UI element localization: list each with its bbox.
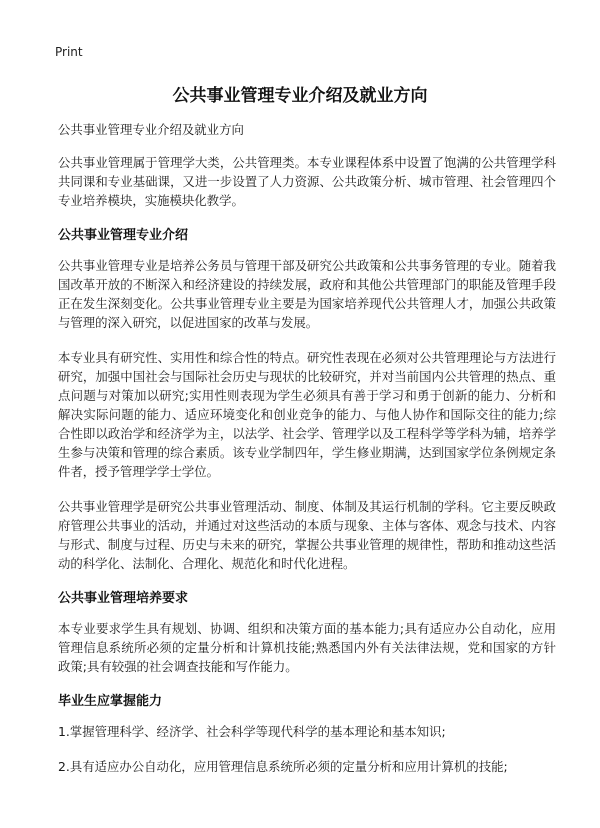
paragraph: 本专业具有研究性、实用性和综合性的特点。研究性表现在必须对公共管理理论与方法进行研究，加强中国社会与国际社会历史与现状的比较研究，并对当前国内公共管理的热点、重点问题与对策加以研究;实用性则表现为学生必须具有善于学习和勇于创新的能力、分析和解决实际问题的能力、适应环境变化和创业竞争的能力、与他人协作和国际交往的能力;综合性即以政治学和经济学为主，以法学、社会学、管理学以及工程科学等学科为辅，培养学生参与决策和管理的综合素质。该专业学制四年，学生修业期满，达到国家学位条例规定条件者，授予管理学学士学位。 xyxy=(58,350,556,479)
section-heading-introduction: 公共事业管理专业介绍 xyxy=(58,228,189,243)
print-link[interactable]: Print xyxy=(55,45,83,59)
paragraph: 本专业要求学生具有规划、协调、组织和决策方面的基本能力;具有适应办公自动化，应用管理信息系统所必须的定量分析和计算机技能;熟悉国内外有关法律法规，党和国家的方针政策;具有较强的社会调查技能和写作能力。 xyxy=(58,621,556,674)
list-item: 2.具有适应办公自动化，应用管理信息系统所必须的定量分析和应用计算机的技能; xyxy=(58,759,508,774)
article-body xyxy=(58,120,556,792)
intro-paragraph: 公共事业管理属于管理学大类，公共管理类。本专业课程体系中设置了饱满的公共管理学科共同课和专业基础课，又进一步设置了人力资源、公共政策分析、城市管理、社会管理四个专业培养模块，实施模块化教学。 xyxy=(58,155,556,208)
list-item: 1.掌握管理科学、经济学、社会科学等现代科学的基本理论和基本知识; xyxy=(58,724,446,739)
paragraph: 公共事业管理学是研究公共事业管理活动、制度、体制及其运行机制的学科。它主要反映政府管理公共事业的活动，并通过对这些活动的本质与现象、主体与客体、观念与技术、内容与形式、制度与过程、历史与未来的研究，掌握公共事业管理的规律性，帮助和推动这些活动的科学化、法制化、合理化、规范化和时代化进程。 xyxy=(58,499,556,571)
page-title: 公共事业管理专业介绍及就业方向 xyxy=(172,86,428,106)
section-heading-requirements: 公共事业管理培养要求 xyxy=(58,591,189,606)
paragraph: 公共事业管理专业是培养公务员与管理干部及研究公共政策和公共事务管理的专业。随着我国改革开放的不断深入和经济建设的持续发展，政府和其他公共管理部门的职能及管理手段正在发生深刻变化。公共事业管理专业主要是为国家培养现代公共管理人才，加强公共政策与管理的深入研究，以促进国家的改革与发展。 xyxy=(58,258,556,330)
section-heading-abilities: 毕业生应掌握能力 xyxy=(58,694,163,709)
article-subtitle: 公共事业管理专业介绍及就业方向 xyxy=(58,122,244,137)
